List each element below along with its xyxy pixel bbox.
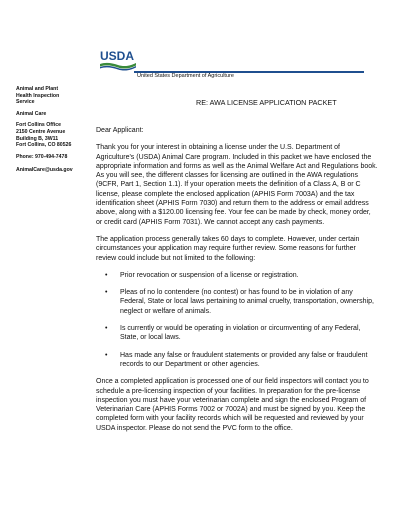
office-address	[16, 122, 88, 148]
address-line: Fort Collins Office	[16, 122, 61, 129]
address-line: Fort Collins, CO 80526	[16, 142, 72, 149]
usda-logo-graphic	[100, 48, 136, 72]
bullet-icon: •	[105, 351, 108, 359]
list-item-text: Has made any false or fraudulent statements or provided any false or fraudulent records to our Department or other agencies.	[120, 351, 368, 368]
email-address: AnimalCare@usda.gov	[16, 167, 73, 174]
usda-logo	[100, 48, 136, 72]
phone-number: Phone: 970-494-7478	[16, 153, 68, 160]
list-item-text: Prior revocation or suspension of a license or registration.	[120, 271, 299, 279]
bullet-icon: •	[105, 271, 108, 279]
letter-body	[96, 126, 378, 441]
agency-name	[16, 86, 88, 106]
letterhead	[96, 48, 376, 82]
paragraph-inspection: Once a completed application is processed one of our field inspectors will contact you to schedule a pre-licensing inspection of your facilities. In preparation for the pre-license inspection you must have your veterinarian complete and sign the enclosed Program of Veterinarian Care (APHIS Forms 7002 or 7002A) and must be signed by you. Keep the completed form with your facility records which will be requested and reviewed by your USDA inspector. Please do not send the PVC form to the office.	[96, 378, 369, 432]
paragraph-process: The application process generally takes 60 days to complete. However, under certain circumstances your application may require further review. Some reasons for further review could include but not limited to the following:	[96, 235, 360, 262]
agency-line: Service	[16, 99, 35, 106]
bullet-icon: •	[105, 325, 108, 333]
list-item-text: Pleas of no lo contendere (no contest) or has found to be in violation of any Federal, State or local laws pertaining to animal cruelty, transportation, ownership, neglect or welfare of animals.	[120, 289, 374, 315]
greeting: Dear Applicant:	[96, 127, 144, 134]
address-line: Building B, 3W11	[16, 135, 59, 142]
review-reasons-list	[96, 271, 378, 369]
paragraph-intro: Thank you for your interest in obtaining a license under the U.S. Department of Agriculture's (USDA) Animal Care program. Included in this packet we have enclosed the appropriate information and forms as well as the Animal Welfare Act and Regulations book. As you will see, the different classes for licensing are outlined in the AWA regulations (9CFR, Part 1, Section 1.1). If your operation meets the definition of a Class A, B or C license, please complete the enclosed application (APHIS Form 7003A) and the tax identification sheet (APHIS Form 7030) and return them to the address or email address above, along with a $120.00 licensing fee. Your fee can be made by check, money order, or credit card (APHIS Form 7031). We cannot accept any cash payments.	[96, 144, 378, 226]
list-item	[96, 324, 378, 343]
address-line: 2150 Centre Avenue	[16, 128, 66, 135]
list-item-text: Is currently or would be operating in violation or circumventing of any Federal, State, or local laws.	[120, 325, 361, 342]
program-name: Animal Care	[16, 110, 47, 117]
usda-logo-text: USDA	[100, 49, 135, 63]
logo-wave-green	[100, 63, 136, 69]
department-name: United States Department of Agriculture	[137, 73, 234, 79]
sender-sidebar	[16, 86, 88, 174]
list-item	[96, 351, 378, 370]
list-item	[96, 288, 378, 316]
letter-subject: RE: AWA LICENSE APPLICATION PACKET	[196, 98, 337, 107]
list-item	[96, 271, 378, 280]
agency-line: Health Inspection	[16, 92, 60, 99]
agency-line: Animal and Plant	[16, 86, 59, 92]
bullet-icon: •	[105, 289, 108, 297]
